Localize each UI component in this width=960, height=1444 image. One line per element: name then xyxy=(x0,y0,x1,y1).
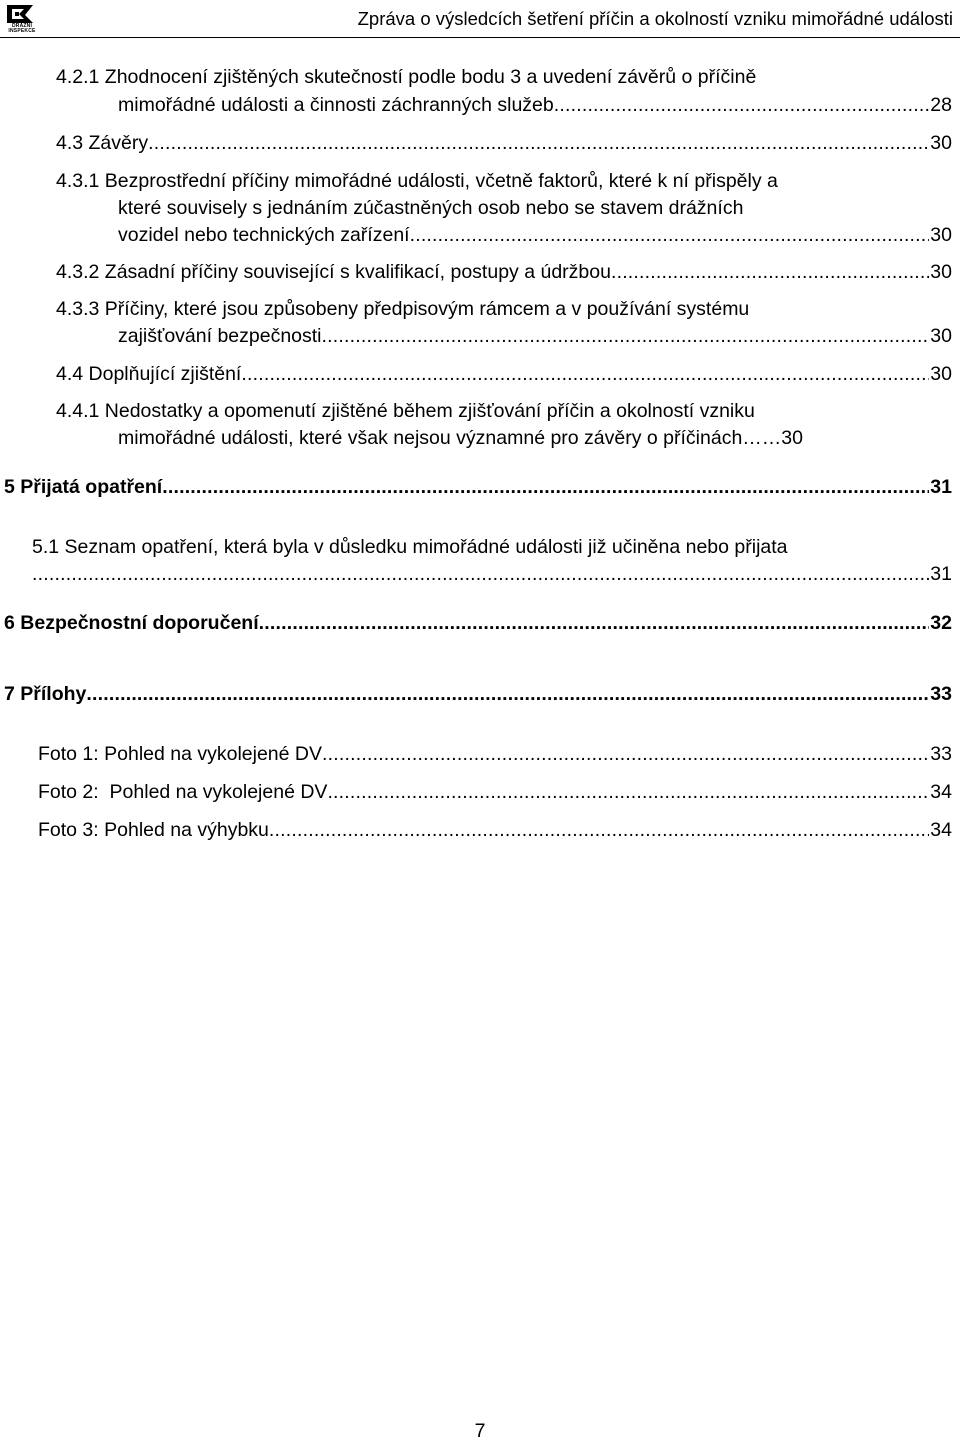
toc-page-number: 31 xyxy=(930,563,952,585)
toc-page-number: 33 xyxy=(930,683,952,705)
toc-entry-4-3-3[interactable] xyxy=(118,323,952,349)
toc-page-number: 30 xyxy=(930,224,952,246)
logo-text: DRÁŽNÍ INSPEKCE xyxy=(8,23,36,34)
toc-page-number: 32 xyxy=(930,612,952,634)
toc-page-number: 34 xyxy=(930,819,952,841)
toc-entry-4-2-1-line1: 4.2.1 Zhodnocení zjištěných skutečností podle bodu 3 a uvedení závěrů o příčině xyxy=(56,66,757,88)
toc-entry-title: 6 Bezpečnostní doporučení xyxy=(4,612,259,634)
toc-page-number: 33 xyxy=(930,743,952,765)
toc-page-number: 30 xyxy=(930,261,952,283)
header-rule xyxy=(0,37,960,38)
toc-entry-4-4[interactable] xyxy=(56,361,952,387)
toc-entry-4-3-3-line1: 4.3.3 Příčiny, které jsou způsobeny předpisovým rámcem a v používání systému xyxy=(56,298,750,320)
header-title: Zpráva o výsledcích šetření příčin a okolností vzniku mimořádné události xyxy=(357,8,953,29)
toc-page-number: 34 xyxy=(930,781,952,803)
toc-entry-4-3-1-line1: 4.3.1 Bezprostřední příčiny mimořádné události, včetně faktorů, které k ní přispěly a xyxy=(56,170,778,192)
toc-entry-title: 4.4 Doplňující zjištění xyxy=(56,363,242,385)
toc-entry-foto-3[interactable] xyxy=(38,817,952,843)
toc-page-number: 28 xyxy=(930,94,952,116)
toc-entry-4-3-1-line2: které souvisely s jednáním zúčastněných osob nebo se stavem drážních xyxy=(118,197,744,219)
toc-entry-4-4-1[interactable] xyxy=(118,425,803,451)
dot-leader xyxy=(241,361,929,387)
toc-entry-title: mimořádné události, které však nejsou významné pro závěry o příčinách xyxy=(118,427,743,449)
toc-page-number: 30 xyxy=(930,363,952,385)
toc-entry-7[interactable] xyxy=(4,681,952,707)
toc-entry-title: 7 Přílohy xyxy=(4,683,87,705)
dot-leader xyxy=(148,130,929,156)
toc-page-number: 30 xyxy=(930,325,952,347)
toc-entry-title: 5 Přijatá opatření xyxy=(4,476,163,498)
toc-entry-title: 4.3 Závěry xyxy=(56,132,149,154)
logo-emblem-icon xyxy=(3,3,41,25)
page-number: 7 xyxy=(474,1420,486,1442)
dot-leader xyxy=(410,222,930,248)
dot-leader xyxy=(269,817,929,843)
dot-leader xyxy=(86,681,929,707)
toc-entry-foto-2[interactable] xyxy=(38,779,952,805)
toc-entry-title: zajišťování bezpečnosti xyxy=(118,325,322,347)
dot-leader xyxy=(322,323,930,349)
toc-page-number: 30 xyxy=(930,132,952,154)
toc-page-number: 30 xyxy=(781,427,803,449)
toc-entry-title: mimořádné události a činnosti záchranných služeb xyxy=(118,94,554,116)
toc-entry-title: vozidel nebo technických zařízení xyxy=(118,224,410,246)
toc-entry-title: 4.3.2 Zásadní příčiny související s kvalifikací, postupy a údržbou xyxy=(56,261,611,283)
dot-leader xyxy=(322,741,929,767)
toc-entry-4-2-1[interactable] xyxy=(118,92,952,118)
toc-entry-6[interactable] xyxy=(4,610,952,636)
toc-entry-foto-1[interactable] xyxy=(38,741,952,767)
dot-leader xyxy=(162,474,929,500)
dot-leader: …… xyxy=(742,427,782,449)
toc-entry-title: Foto 2: Pohled na vykolejené DV xyxy=(38,781,328,803)
toc-entry-4-3-1[interactable] xyxy=(118,222,952,248)
dot-leader xyxy=(554,92,930,118)
toc-entry-5[interactable] xyxy=(4,474,952,500)
toc-entry-4-3-2[interactable] xyxy=(56,259,952,285)
toc-entry-4-4-1-line1: 4.4.1 Nedostatky a opomenutí zjištěné během zjišťování příčin a okolností vzniku xyxy=(56,400,755,422)
dot-leader xyxy=(327,779,929,805)
toc-entry-title: Foto 3: Pohled na výhybku xyxy=(38,819,269,841)
toc-entry-title: Foto 1: Pohled na vykolejené DV xyxy=(38,743,323,765)
toc-entry-4-3[interactable] xyxy=(56,130,952,156)
page-header xyxy=(0,0,960,38)
toc-page-number: 31 xyxy=(930,476,952,498)
toc-entry-5-1-line1: 5.1 Seznam opatření, která byla v důsledku mimořádné události již učiněna nebo přijata xyxy=(32,536,788,558)
dot-leader xyxy=(32,561,929,587)
dot-leader xyxy=(259,610,930,636)
dot-leader xyxy=(611,259,929,285)
toc-entry-5-1[interactable] xyxy=(32,561,952,587)
drazni-inspekce-logo xyxy=(3,3,41,35)
